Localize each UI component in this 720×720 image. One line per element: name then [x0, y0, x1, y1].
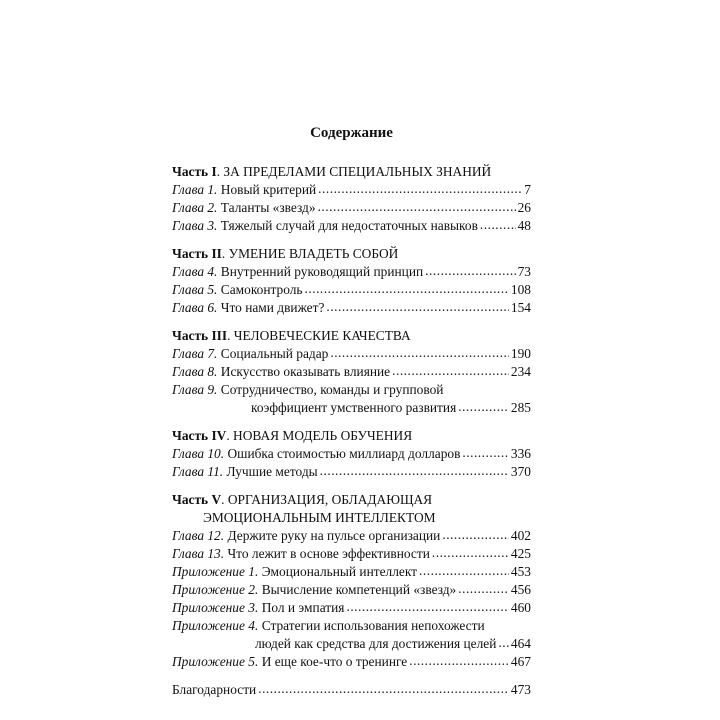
dot-leader — [442, 526, 509, 540]
toc-entry[interactable] — [172, 563, 531, 581]
chapter-title-cont: людей как средства для достижения целей — [255, 636, 497, 651]
toc-entry[interactable] — [172, 463, 531, 481]
toc-entry-acknowledgements[interactable] — [172, 681, 531, 699]
chapter-title: Пол и эмпатия — [261, 600, 345, 615]
dot-leader — [318, 180, 522, 194]
chapter-prefix: Глава 5. — [172, 282, 218, 297]
part-heading — [172, 491, 531, 509]
part-title: . ОРГАНИЗАЦИЯ, ОБЛАДАЮЩАЯ — [221, 492, 433, 507]
chapter-title: Таланты «звезд» — [220, 200, 316, 215]
dot-leader — [480, 216, 516, 230]
part-heading — [172, 163, 531, 181]
part-4 — [172, 427, 531, 481]
page-number: 48 — [517, 218, 531, 233]
chapter-prefix: Приложение 4. — [172, 618, 259, 633]
toc-entry[interactable] — [172, 545, 531, 563]
dot-leader — [425, 262, 515, 276]
chapter-prefix: Глава 3. — [172, 218, 218, 233]
part-label: Часть V — [172, 492, 222, 507]
dot-leader — [305, 280, 509, 294]
chapter-title: Внутренний руководящий принцип — [220, 264, 424, 279]
page-number: 464 — [510, 636, 531, 651]
chapter-prefix: Глава 12. — [172, 528, 225, 543]
page-number: 453 — [510, 564, 531, 579]
part-title: . НОВАЯ МОДЕЛЬ ОБУЧЕНИЯ — [226, 428, 413, 443]
page-number: 7 — [524, 182, 531, 197]
toc-entry[interactable] — [172, 363, 531, 381]
toc-entry-line1[interactable] — [172, 381, 531, 399]
chapter-title: Что лежит в основе эффективности — [227, 546, 430, 561]
chapter-prefix: Приложение 2. — [172, 582, 259, 597]
dot-leader — [458, 580, 509, 594]
chapter-title: Держите руку на пульсе организации — [227, 528, 441, 543]
page-number: 190 — [510, 346, 531, 361]
toc-entry-line1[interactable] — [172, 617, 531, 635]
toc-entry[interactable] — [172, 581, 531, 599]
part-3 — [172, 327, 531, 417]
chapter-prefix: Глава 9. — [172, 382, 218, 397]
page-number: 285 — [510, 400, 531, 415]
chapter-prefix: Приложение 5. — [172, 654, 259, 669]
part-heading — [172, 427, 531, 445]
page-number: 108 — [510, 282, 531, 297]
dot-leader — [419, 562, 509, 576]
chapter-title: Искусство оказывать влияние — [220, 364, 391, 379]
chapter-title: Стратегии использования непохожести — [261, 618, 485, 633]
toc-entry[interactable] — [172, 181, 531, 199]
part-heading — [172, 327, 531, 345]
page-number: 73 — [517, 264, 531, 279]
page-number: 456 — [510, 582, 531, 597]
chapter-title: Самоконтроль — [220, 282, 303, 297]
chapter-prefix: Глава 11. — [172, 464, 224, 479]
dot-leader — [458, 398, 509, 412]
page-number: 467 — [510, 654, 531, 669]
chapter-prefix: Приложение 1. — [172, 564, 259, 579]
part-label: Часть III — [172, 328, 228, 343]
dot-leader — [432, 544, 509, 558]
chapter-title: Сотрудничество, команды и групповой — [220, 382, 444, 397]
dot-leader — [320, 462, 509, 476]
toc-entry[interactable] — [172, 445, 531, 463]
chapter-title: Новый критерий — [220, 182, 317, 197]
chapter-prefix: Глава 10. — [172, 446, 225, 461]
page-number: 336 — [510, 446, 531, 461]
chapter-title: Ошибка стоимостью миллиард долларов — [227, 446, 461, 461]
dot-leader — [258, 680, 509, 694]
chapter-title: Социальный радар — [220, 346, 329, 361]
dot-leader — [346, 598, 508, 612]
part-1 — [172, 163, 531, 235]
part-title: . ЧЕЛОВЕЧЕСКИЕ КАЧЕСТВА — [227, 328, 411, 343]
chapter-title: И еще кое-что о тренинге — [261, 654, 408, 669]
toc-entry[interactable] — [172, 263, 531, 281]
page-number: 473 — [510, 682, 531, 697]
part-5 — [172, 491, 531, 671]
dot-leader — [392, 362, 509, 376]
page-number: 234 — [510, 364, 531, 379]
chapter-prefix: Глава 13. — [172, 546, 225, 561]
table-of-contents — [172, 124, 531, 699]
toc-entry-line2[interactable] — [172, 399, 531, 417]
chapter-prefix: Глава 1. — [172, 182, 218, 197]
toc-entry[interactable] — [172, 527, 531, 545]
toc-title: Содержание — [310, 125, 393, 141]
dot-leader — [330, 344, 509, 358]
toc-entry[interactable] — [172, 199, 531, 217]
acknowledgements-title: Благодарности — [172, 682, 257, 697]
part-title: . ЗА ПРЕДЕЛАМИ СПЕЦИАЛЬНЫХ ЗНАНИЙ — [216, 164, 492, 179]
chapter-title: Что нами движет? — [220, 300, 325, 315]
page-number: 370 — [510, 464, 531, 479]
toc-entry[interactable] — [172, 217, 531, 235]
dot-leader — [462, 444, 509, 458]
chapter-prefix: Глава 4. — [172, 264, 218, 279]
part-heading-cont: ЭМОЦИОНАЛЬНЫМ ИНТЕЛЛЕКТОМ — [203, 510, 436, 525]
chapter-prefix: Приложение 3. — [172, 600, 259, 615]
chapter-title-cont: коэффициент умственного развития — [251, 400, 457, 415]
part-heading — [172, 245, 531, 263]
part-title: . УМЕНИЕ ВЛАДЕТЬ СОБОЙ — [221, 246, 399, 261]
toc-entry[interactable] — [172, 653, 531, 671]
toc-entry[interactable] — [172, 281, 531, 299]
chapter-title: Тяжелый случай для недостаточных навыков — [220, 218, 478, 233]
chapter-prefix: Глава 7. — [172, 346, 218, 361]
dot-leader — [318, 198, 516, 212]
toc-entry[interactable] — [172, 345, 531, 363]
chapter-prefix: Глава 2. — [172, 200, 218, 215]
part-label: Часть II — [172, 246, 222, 261]
chapter-title: Лучшие методы — [226, 464, 318, 479]
page-number: 26 — [517, 200, 531, 215]
dot-leader — [498, 634, 509, 648]
chapter-title: Эмоциональный интеллект — [261, 564, 418, 579]
page-number: 154 — [510, 300, 531, 315]
chapter-prefix: Глава 8. — [172, 364, 218, 379]
page-number: 425 — [510, 546, 531, 561]
chapter-prefix: Глава 6. — [172, 300, 218, 315]
part-label: Часть I — [172, 164, 217, 179]
toc-entry[interactable] — [172, 599, 531, 617]
page-number: 402 — [510, 528, 531, 543]
toc-entry[interactable] — [172, 299, 531, 317]
part-label: Часть IV — [172, 428, 227, 443]
chapter-title: Вычисление компетенций «звезд» — [261, 582, 457, 597]
toc-entry-line2[interactable] — [172, 635, 531, 653]
dot-leader — [326, 298, 508, 312]
part-2 — [172, 245, 531, 317]
dot-leader — [409, 652, 509, 666]
page-number: 460 — [510, 600, 531, 615]
